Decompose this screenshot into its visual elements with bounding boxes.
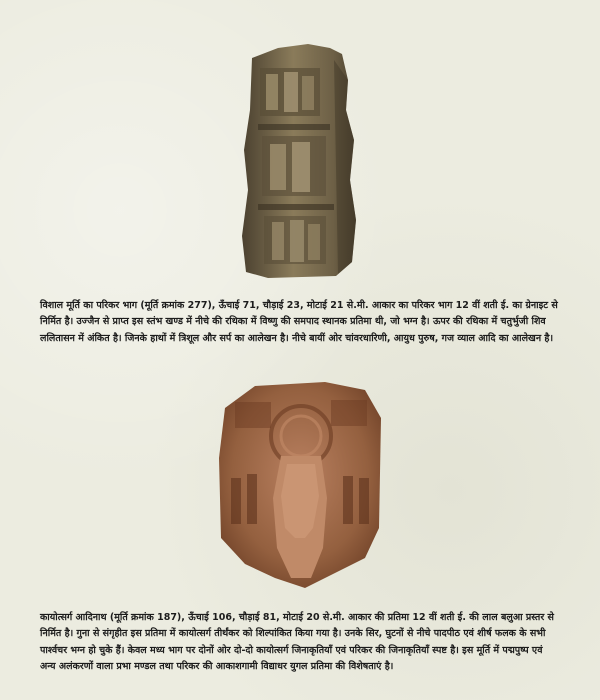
- caption-title: विशाल मूर्ति का परिकर भाग: [40, 299, 138, 311]
- caption-body: (मूर्ति क्रमांक 187), ऊँचाई 106, चौड़ाई 81, मोटाई 20 से.मी. आकार की प्रतिमा 12 वीं शती ई. की लाल बलुआ प्रस्तर से निर्मित है। गुना से संगृहीत इस प्रतिमा में कायोत्सर्ग तीर्थंकर को शिल्पांकित किया गया है। उनके सिर, घुटनों से नीचे पादपीठ एवं शीर्ष फलक के सभी पार्श्वचर भग्न हो चुके हैं। केवल मध्य भाग पर दोनों ओर दो-दो कायोत्सर्ग जिनाकृतियाँ एवं परिकर की जिनाकृतियाँ स्पष्ट है। इस मूर्ति में पद्मपुष्प एवं अन्य अलंकरणों वाला प्रभा मण्डल तथा परिकर की आकाशगामी विद्याधर युगल प्रतिमा की विशेषताएं है।: [40, 611, 554, 672]
- caption-title: कायोत्सर्ग आदिनाथ: [40, 611, 107, 623]
- caption-adinath: [40, 610, 560, 676]
- caption-granite-fragment: [40, 298, 560, 348]
- sculpture-photo-granite-fragment: [238, 40, 360, 280]
- sculpture-photo-adinath: [215, 378, 385, 590]
- caption-body: (मूर्ति क्रमांक 277), ऊँचाई 71, चौड़ाई 23, मोटाई 21 से.मी. आकार का परिकर भाग 12 वीं शती ई. का ग्रेनाइट से निर्मित है। उज्जैन से प्राप्त इस स्तंभ खण्ड में नीचे की रथिका में विष्णु की समपाद स्थानक प्रतिमा थी, जो भग्न है। ऊपर की रथिका में चतुर्भुजी शिव ललितासन में अंकित है। जिनके हाथों में त्रिशूल और सर्प का आलेखन है। नीचे बायीं ओर चांवरधारिणी, आयुध पुरुष, गज व्याल आदि का आलेखन है।: [40, 299, 558, 344]
